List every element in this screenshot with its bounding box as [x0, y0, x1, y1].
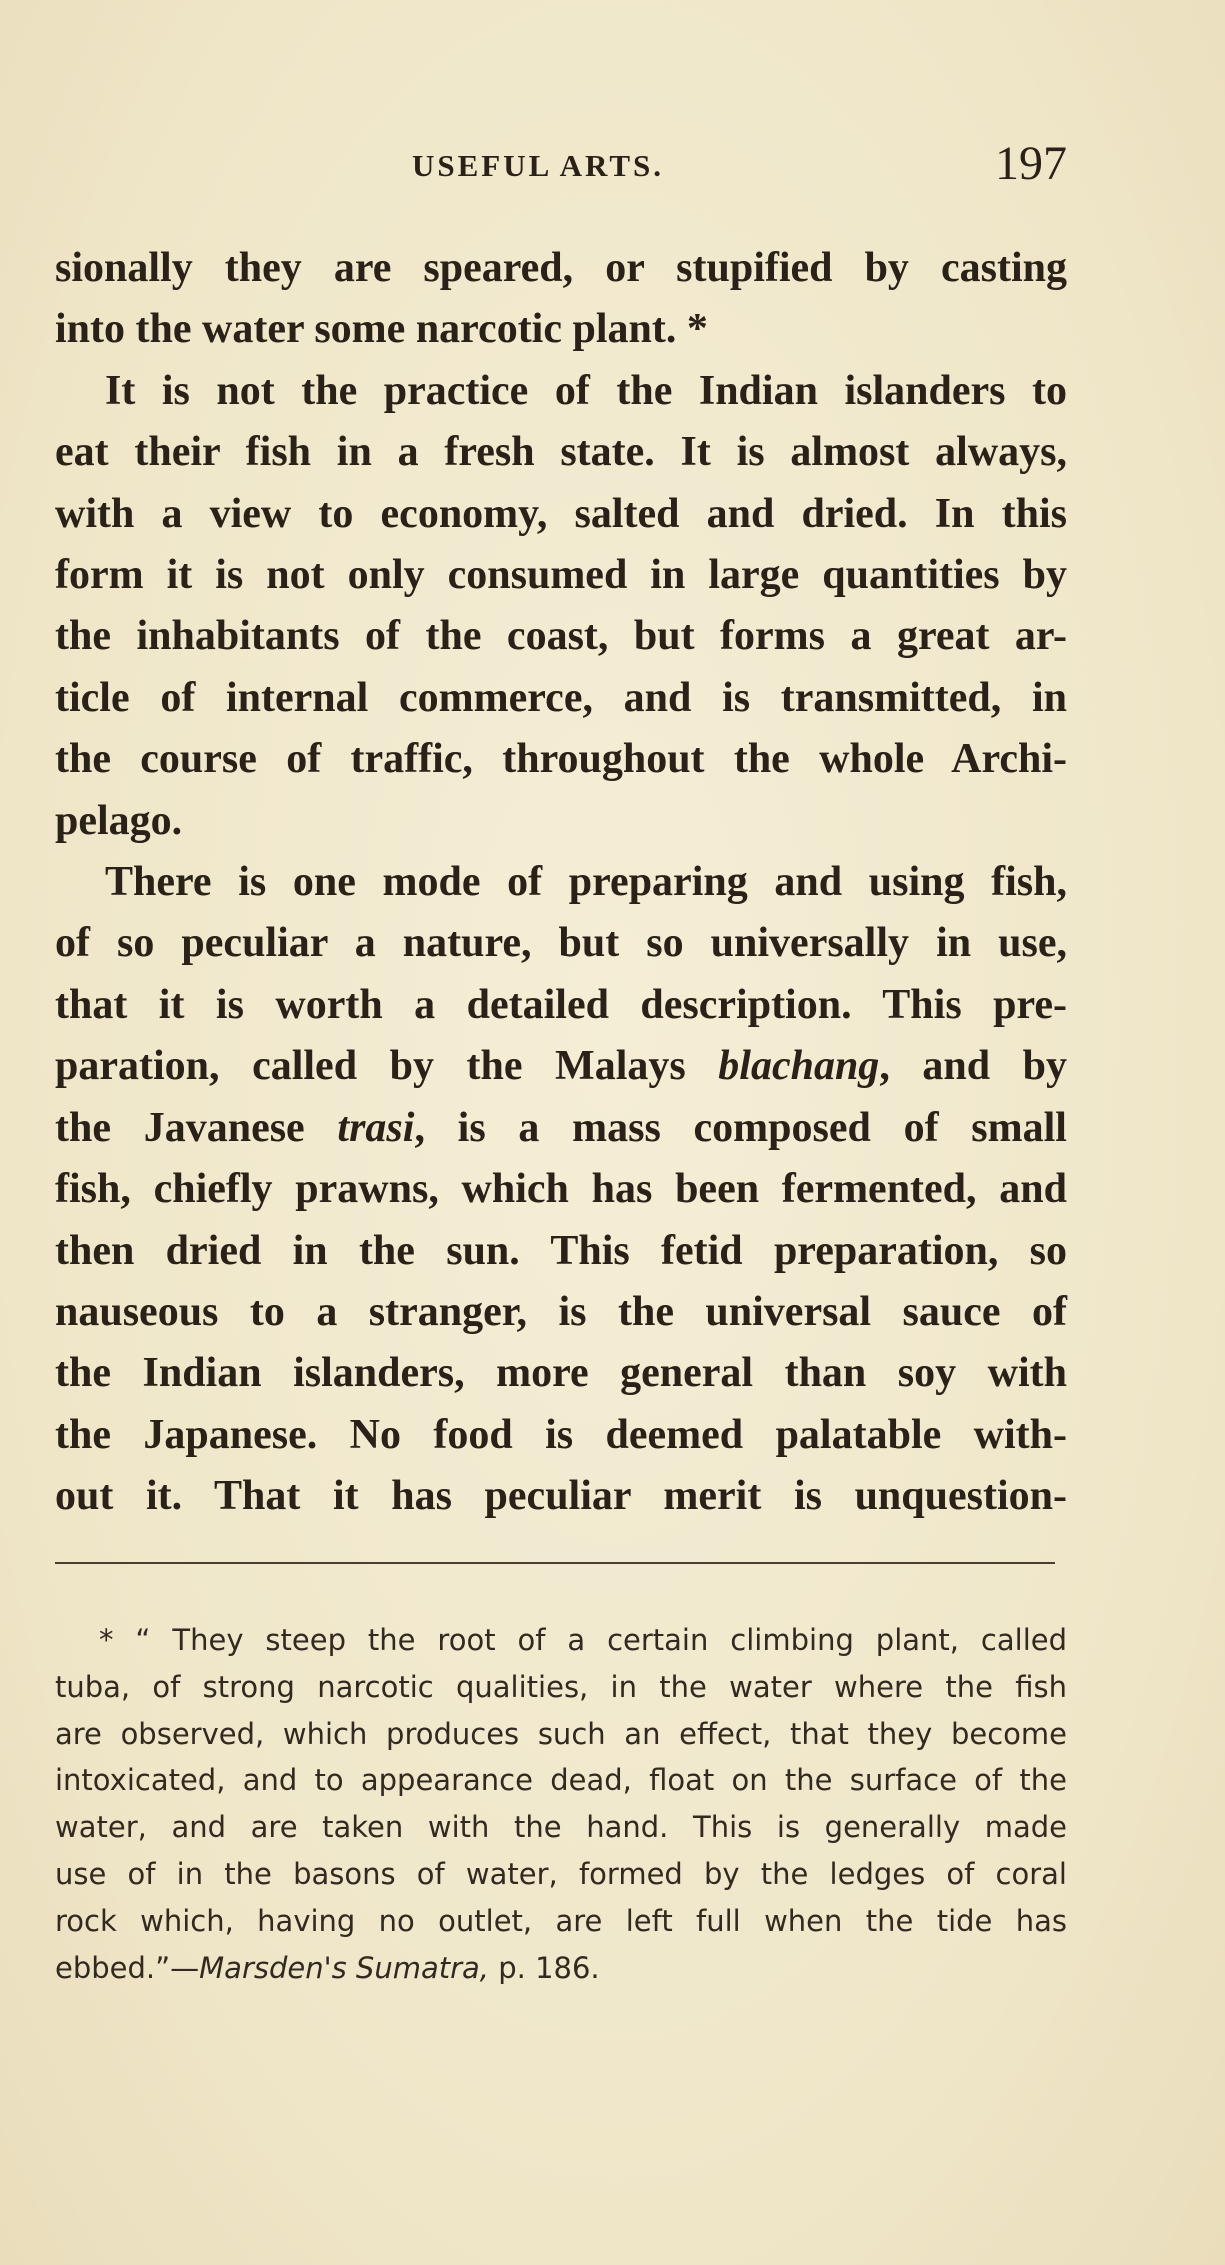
text-line [55, 1036, 1067, 1097]
term-trasi: trasi [337, 1104, 415, 1151]
text-line: pelago. [55, 797, 183, 844]
footnote-line: use of in the basons of water, formed by the ledges of coral [55, 1856, 1067, 1891]
footnote-divider [55, 1562, 1055, 1564]
footnote-line: rock which, having no outlet, are left full when the tide has [55, 1903, 1067, 1938]
term-blachang: blachang [718, 1043, 880, 1090]
body-text [55, 238, 1067, 1528]
text-line: It is not the practice of the Indian islanders to [105, 367, 1067, 414]
text-line [55, 1098, 1067, 1159]
text-run: , is a mass composed of small [414, 1104, 1067, 1151]
footnote-line [55, 1945, 1067, 1992]
text-line: the inhabitants of the coast, but forms a great ar- [55, 613, 1067, 660]
footnote-line: tuba, of strong narcotic qualities, in the water where the fish [55, 1669, 1067, 1704]
text-line: out it. That it has peculiar merit is unquestion- [55, 1473, 1067, 1520]
text-line: the Japanese. No food is deemed palatable with- [55, 1411, 1067, 1458]
text-line: sionally they are speared, or stupified by casting [55, 245, 1067, 291]
text-run: , and by [879, 1043, 1067, 1090]
footnote-line: are observed, which produces such an effect, that they become [55, 1716, 1067, 1751]
text-line: that it is worth a detailed description. This pre- [55, 981, 1067, 1028]
text-line: fish, chiefly prawns, which has been fermented, and [55, 1166, 1067, 1213]
running-head: USEFUL ARTS. [412, 148, 664, 183]
text-line: then dried in the sun. This fetid preparation, so [55, 1227, 1067, 1274]
text-line: form it is not only consumed in large quantities by [55, 552, 1067, 599]
text-line: of so peculiar a nature, but so universally in use, [55, 920, 1067, 967]
footnote [55, 1617, 1067, 1991]
text-line: into the water some narcotic plant. * [55, 306, 708, 353]
footnote-line: intoxicated, and to appearance dead, float on the surface of the [55, 1763, 1067, 1798]
page-number: 197 [995, 137, 1067, 190]
text-line: the course of traffic, throughout the whole Archi- [55, 736, 1067, 783]
text-run: p. 186. [489, 1950, 600, 1985]
text-line: eat their fish in a fresh state. It is almost always, [55, 429, 1067, 476]
text-run: ebbed.”— [55, 1950, 200, 1985]
text-line: ticle of internal commerce, and is transmitted, in [55, 674, 1067, 721]
footnote-source: Marsden's Sumatra, [199, 1950, 490, 1985]
text-line: nauseous to a stranger, is the universal sauce of [55, 1288, 1067, 1335]
footnote-line: water, and are taken with the hand. This is generally made [55, 1810, 1067, 1845]
page-header [55, 128, 1067, 188]
text-run: the Javanese [55, 1104, 338, 1151]
footnote-line: * “ They steep the root of a certain climbing plant, called [99, 1623, 1067, 1657]
text-line: with a view to economy, salted and dried. In this [55, 490, 1067, 537]
text-line: There is one mode of preparing and using fish, [105, 859, 1067, 906]
text-run: paration, called by the Malays [55, 1043, 719, 1090]
text-line: the Indian islanders, more general than soy with [55, 1350, 1067, 1397]
